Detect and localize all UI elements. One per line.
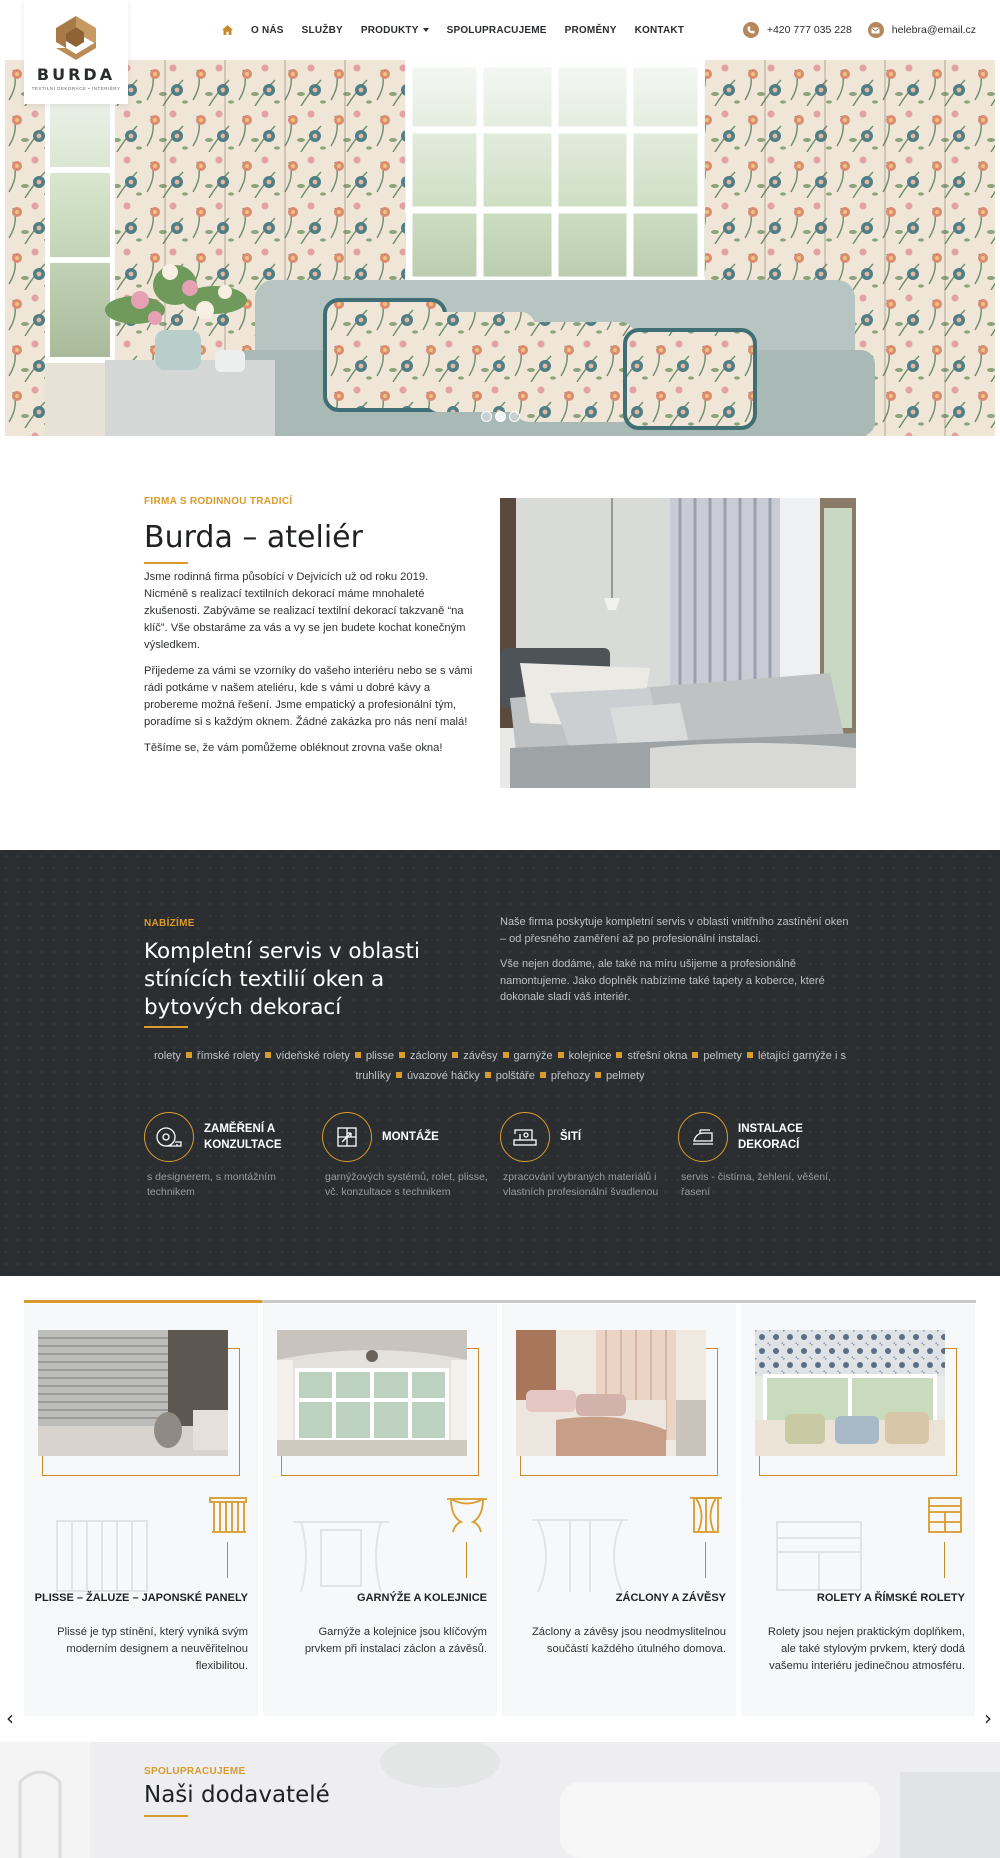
- tag: polštáře: [495, 1070, 535, 1082]
- service-desc: garnýžových systémů, rolet, plisse, vč. konzultace s technikem: [325, 1171, 488, 1198]
- main-nav: [222, 0, 684, 60]
- tag-separator: [399, 1052, 405, 1058]
- tag: vídeňské rolety: [275, 1050, 350, 1062]
- nav-label: PROMĚNY: [564, 24, 617, 36]
- carousel-progress: [24, 1300, 976, 1303]
- nav-home[interactable]: [222, 25, 233, 35]
- product-title: ZÁCLONY A ZÁVĚSY: [615, 1592, 726, 1604]
- about-paragraph: Jsme rodinná firma působící v Dejvicích už od roku 2019. Nicméně s realizací textilních dekorací máme mnohaleté zkušenosti. Zabýváme se realizací textilní dekorací takzvaně “na klíč”. Vše obstaráme za vás a vy se jen budete kochat konečným výsledkem.: [144, 571, 466, 651]
- service-desc: zpracování vybraných materiálů i vlastních profesionální švadlenou: [503, 1171, 659, 1198]
- product-image: [516, 1330, 706, 1456]
- icon-stem: [227, 1542, 229, 1578]
- services-section: [0, 850, 1000, 1276]
- blinds-icon: [206, 1494, 250, 1538]
- service-title: ZAMĚŘENÍ A KONZULTACE: [204, 1123, 282, 1151]
- tag-separator: [485, 1072, 491, 1078]
- logo[interactable]: [24, 0, 128, 104]
- window-install-icon: [322, 1112, 372, 1162]
- product-title: ROLETY A ŘÍMSKÉ ROLETY: [816, 1592, 965, 1604]
- curtain-rod-watermark-icon: [291, 1516, 391, 1596]
- brand-tagline: TEXTILNÍ DEKORACE • INTERIÉRY: [31, 86, 121, 91]
- carousel-next-arrow[interactable]: ›: [984, 1706, 992, 1730]
- nav-label: PRODUKTY: [360, 24, 419, 36]
- product-card-rolety[interactable]: [741, 1304, 975, 1716]
- product-desc: Garnýže a kolejnice jsou klíčovým prvkem při instalaci záclon a závěsů.: [304, 1626, 487, 1655]
- service-title: INSTALACE DEKORACÍ: [738, 1123, 803, 1151]
- service-title: MONTÁŽE: [382, 1131, 439, 1143]
- nav-item-spolupracujeme[interactable]: [447, 25, 547, 36]
- product-desc: Záclony a závěsy jsou neodmyslitelnou součástí každého útulného domova.: [531, 1626, 726, 1655]
- product-desc: Rolety jsou nejen praktickým doplňkem, ale také stylovým prvkem, který dodá vašemu interiéru jedinečnou atmosféru.: [767, 1626, 965, 1672]
- tag: rolety: [154, 1050, 181, 1062]
- tag-separator: [616, 1052, 622, 1058]
- about-title: Burda – ateliér: [144, 520, 363, 555]
- tag: římské rolety: [196, 1050, 260, 1062]
- tag-separator: [747, 1052, 753, 1058]
- tag-separator: [396, 1072, 402, 1078]
- curtains-icon: [684, 1494, 728, 1538]
- service-item: [322, 1112, 492, 1200]
- service-title: ŠITÍ: [560, 1131, 582, 1143]
- envelope-icon: [868, 22, 884, 38]
- carousel-prev-arrow[interactable]: ‹: [6, 1706, 14, 1730]
- phone-icon: [743, 22, 759, 38]
- service-tags: [150, 1046, 850, 1086]
- services-intro: [500, 914, 850, 1006]
- nav-item-produkty[interactable]: [361, 25, 429, 36]
- nav-item-kontakt[interactable]: [635, 25, 685, 36]
- tag: kolejnice: [568, 1050, 612, 1062]
- email-address: helebra@email.cz: [891, 24, 976, 36]
- chevron-down-icon: [423, 28, 429, 32]
- product-image: [38, 1330, 228, 1456]
- phone-link[interactable]: [743, 22, 852, 38]
- tag: úvazové háčky: [406, 1070, 480, 1082]
- nav-label: KONTAKT: [634, 24, 685, 36]
- tag: plisse: [365, 1050, 394, 1062]
- icon-stem: [705, 1542, 707, 1578]
- services-eyebrow: NABÍZÍME: [144, 918, 195, 929]
- carousel-progress-active: [24, 1300, 262, 1303]
- about-eyebrow: FIRMA S RODINNOU TRADICÍ: [144, 496, 293, 507]
- service-desc: s designerem, s montážním technikem: [147, 1171, 276, 1198]
- curtains-watermark-icon: [530, 1516, 630, 1596]
- service-item: [678, 1112, 848, 1200]
- slider-dot-1[interactable]: [481, 411, 492, 422]
- tag: záclony: [409, 1050, 448, 1062]
- product-image: [277, 1330, 467, 1456]
- product-card-plisse[interactable]: [24, 1304, 258, 1716]
- nav-label: O NÁS: [251, 24, 284, 36]
- product-image: [755, 1330, 945, 1456]
- slider-dots: [481, 411, 520, 422]
- icon-stem: [944, 1542, 946, 1578]
- nav-label: SPOLUPRACUJEME: [446, 24, 547, 36]
- icon-stem: [466, 1542, 468, 1578]
- home-icon: [222, 25, 233, 35]
- sewing-machine-icon: [500, 1112, 550, 1162]
- nav-item-o-nas[interactable]: [251, 25, 284, 36]
- roman-blind-icon: [923, 1494, 967, 1538]
- product-title: PLISSE – ŽALUZE – JAPONSKÉ PANELY: [34, 1592, 248, 1604]
- suppliers-eyebrow: SPOLUPRACUJEME: [144, 1766, 246, 1777]
- product-title: GARNÝŽE A KOLEJNICE: [357, 1592, 487, 1604]
- slider-dot-3[interactable]: [509, 411, 520, 422]
- header-contacts: [743, 0, 976, 60]
- title-underline: [144, 562, 188, 564]
- hero-image: [5, 60, 995, 436]
- tag: závěsy: [463, 1050, 498, 1062]
- tag-separator: [540, 1072, 546, 1078]
- tag-separator: [503, 1052, 509, 1058]
- tag: přehozy: [550, 1070, 590, 1082]
- tag: létající garnýže i s truhlíky: [355, 1050, 846, 1082]
- nav-item-promeny[interactable]: [565, 25, 617, 36]
- email-link[interactable]: [868, 22, 976, 38]
- tag: pelmety: [703, 1050, 742, 1062]
- services-intro-paragraph: Naše firma poskytuje kompletní servis v oblasti vnitřního zastínění oken – od přesného zaměření až po profesionální instalaci.: [500, 916, 849, 945]
- brand-name: BURDA: [36, 65, 116, 84]
- blinds-watermark-icon: [52, 1516, 152, 1596]
- service-item: [500, 1112, 670, 1200]
- iron-icon: [678, 1112, 728, 1162]
- logo-mark-icon: [50, 14, 102, 62]
- nav-label: SLUŽBY: [301, 24, 343, 36]
- tag-separator: [186, 1052, 192, 1058]
- about-paragraph: Těšíme se, že vám pomůžeme obléknout zrovna vaše okna!: [144, 742, 443, 754]
- title-underline: [144, 1026, 188, 1028]
- suppliers-title: Naši dodavatelé: [144, 1782, 330, 1808]
- tag: garnýže: [513, 1050, 553, 1062]
- tag-separator: [355, 1052, 361, 1058]
- about-image: [500, 498, 856, 788]
- phone-number: +420 777 035 228: [766, 24, 852, 36]
- curtain-rod-icon: [445, 1494, 489, 1538]
- about-paragraph: Přijedeme za vámi se vzorníky do vašeho interiéru nebo se s vámi rádi potkáme v našem ateliéru, kde s vámi u dobré kávy a probereme možná řešení. Jsme empatický a profesionální tým, poradíme si s každým oknem. Žádné zakázka pro nás není malá!: [144, 665, 473, 728]
- suppliers-section: [0, 1742, 1000, 1858]
- tag-separator: [558, 1052, 564, 1058]
- measuring-tape-icon: [144, 1112, 194, 1162]
- tag-separator: [265, 1052, 271, 1058]
- tag-separator: [692, 1052, 698, 1058]
- product-card-zaclony[interactable]: [502, 1304, 736, 1716]
- slider-dot-2[interactable]: [495, 411, 506, 422]
- roman-blind-watermark-icon: [769, 1516, 869, 1596]
- hero-slider[interactable]: [5, 60, 995, 436]
- service-desc: servis - čistírna, žehlení, věšení, řasení: [681, 1171, 831, 1198]
- title-underline: [144, 1815, 188, 1817]
- site-header: [0, 0, 1000, 91]
- tag-separator: [452, 1052, 458, 1058]
- tag: pelmety: [605, 1070, 645, 1082]
- product-card-garnyze[interactable]: [263, 1304, 497, 1716]
- tag-separator: [595, 1072, 601, 1078]
- about-section: [144, 496, 474, 757]
- services-intro-paragraph: Vše nejen dodáme, ale také na míru ušijeme a profesionálně namontujeme. Jako doplněk nabízíme také tapety a koberce, které dokonale sladí váš interiér.: [500, 958, 825, 1003]
- product-desc: Plissé je typ stínění, který vyniká svým moderním designem a neuvěřitelnou flexibilitou.: [57, 1626, 248, 1672]
- services-title: Kompletní servis v oblasti stínících textilií oken a bytových dekorací: [144, 939, 420, 1020]
- tag: střešní okna: [627, 1050, 688, 1062]
- service-item: [144, 1112, 314, 1200]
- nav-item-sluzby[interactable]: [302, 25, 343, 36]
